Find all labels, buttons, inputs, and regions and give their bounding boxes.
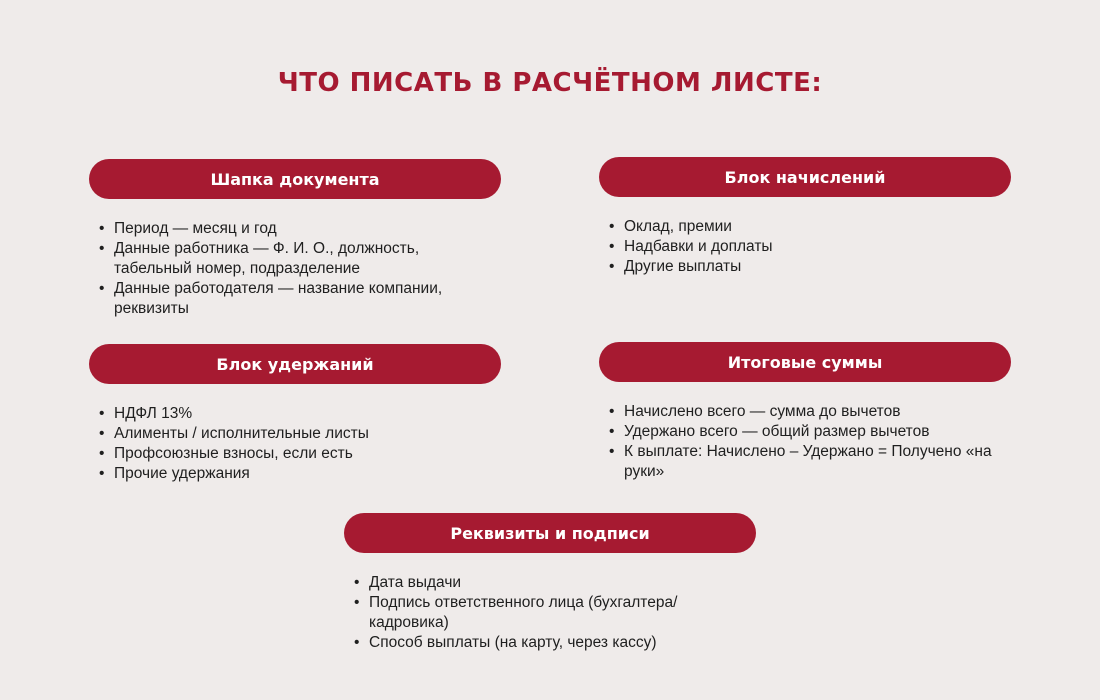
list-item: • Данные работника — Ф. И. О., должность, табельный номер, подразделение [99,239,501,279]
section-details-signatures [344,513,756,653]
page-title: ЧТО ПИСАТЬ В РАСЧЁТНОМ ЛИСТЕ: [277,68,823,98]
section-document-header [89,159,501,319]
section-list [89,219,501,319]
section-heading: Блок начислений [599,157,1011,197]
section-list [599,217,1011,277]
list-item: • Надбавки и доплаты [609,237,1011,257]
list-item: • Другие выплаты [609,257,1011,277]
list-item: • Данные работодателя — название компании, реквизиты [99,279,501,319]
list-item: • Оклад, премии [609,217,1011,237]
list-item: • Профсоюзные взносы, если есть [99,444,501,464]
list-item: • Подпись ответственного лица (бухгалтера/кадровика) [354,593,756,633]
section-list [344,573,756,653]
list-item: • Удержано всего — общий размер вычетов [609,422,1011,442]
list-item: • Способ выплаты (на карту, через кассу) [354,633,756,653]
list-item: • К выплате: Начислено – Удержано = Получено «на руки» [609,442,1011,482]
list-item: • НДФЛ 13% [99,404,501,424]
section-deductions [89,344,501,484]
section-heading: Реквизиты и подписи [344,513,756,553]
section-list [599,402,1011,482]
list-item: • Алименты / исполнительные листы [99,424,501,444]
list-item: • Период — месяц и год [99,219,501,239]
section-totals [599,342,1011,482]
section-heading: Итоговые суммы [599,342,1011,382]
section-accruals [599,157,1011,277]
section-heading: Шапка документа [89,159,501,199]
section-heading: Блок удержаний [89,344,501,384]
list-item: • Дата выдачи [354,573,756,593]
section-list [89,404,501,484]
list-item: • Прочие удержания [99,464,501,484]
list-item: • Начислено всего — сумма до вычетов [609,402,1011,422]
